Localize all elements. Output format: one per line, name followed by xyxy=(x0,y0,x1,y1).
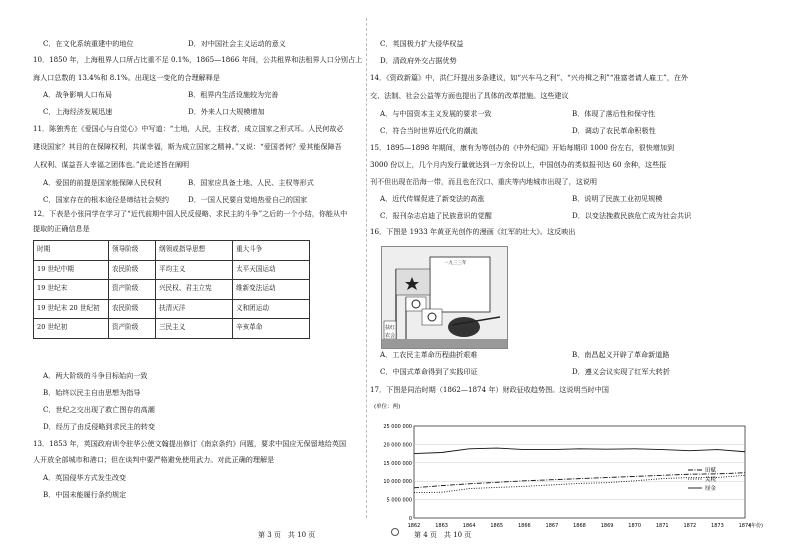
table-cell: 太平天国运动 xyxy=(233,260,310,280)
right-line: 15．1895—1898 年期间，康有为等创办的《中外纪闻》开始每期印 1000 份左右，很快增加到 xyxy=(370,143,675,152)
table-cell: 兴民权、君主立宪 xyxy=(156,280,233,300)
table-cell: 19 世纪中期 xyxy=(34,260,109,280)
table-cell: 19 世纪末 xyxy=(34,280,109,300)
table-cell: 时期 xyxy=(34,241,109,261)
x-tick-label: 1870 xyxy=(628,523,642,528)
table-header-row xyxy=(34,241,310,261)
right-line: 交、法制、社会公益等方面也提出了具体的改革措施。这些建议 xyxy=(370,91,569,100)
left-line: D．经历了由反侵略到求民主的转变 xyxy=(43,422,156,431)
legend-label: 关税 xyxy=(705,477,717,483)
table-cell: 三民主义 xyxy=(156,319,233,339)
table-cell: 重大斗争 xyxy=(233,241,310,261)
table-cell: 20 世纪初 xyxy=(34,319,109,339)
right-option: D．调动了农民革命积极性 xyxy=(572,126,656,135)
right-option: D．遵义会议实现了红军大转折 xyxy=(572,367,670,376)
left-line: 10．1850 年，上海租界人口所占比重不足 0.1%，1865—1866 年间，公共租界和法租界人口分别占上 xyxy=(33,55,363,64)
right-line: C．中国式革命得到了实践印证 xyxy=(380,367,478,376)
left-line: B．中国未能履行条约规定 xyxy=(43,490,127,499)
x-tick-label: 1865 xyxy=(490,523,504,528)
column-divider xyxy=(366,18,367,518)
left-line: A．爱国的前提是国家能保障人民权利 xyxy=(43,178,162,187)
chart-unit-label: (单位：两) xyxy=(374,404,401,410)
right-line: 刊不但出现在沿海一带，而且也在汉口、重庆等内地城市出现了，这说明 xyxy=(370,177,597,186)
right-line: A．工农民主革命历程曲折艰难 xyxy=(380,350,478,359)
y-tick-label: 25 000 000 xyxy=(383,424,412,430)
table-cell: 农民阶级 xyxy=(109,260,156,280)
right-line: 17．下图是同治时期（1862—1874 年）财政征收趋势图。这说明当时中国 xyxy=(370,385,609,394)
left-line: C．国家存在的根本途径是缔结社会契约 xyxy=(43,195,170,204)
series-line-厘金 xyxy=(414,448,745,454)
plot-area xyxy=(414,426,745,518)
table-row xyxy=(34,260,310,280)
q12-table xyxy=(33,240,310,339)
right-line: 14．《资政新篇》中，洪仁玕提出多条建议，如“兴车马之利”、“兴舟楫之利”“准富者请人雇工”，在外 xyxy=(370,73,689,82)
right-line: C．符合当时世界近代化的潮流 xyxy=(380,126,478,135)
right-option: B．南昌起义开辟了革命新道路 xyxy=(572,350,670,359)
left-line: A．两大阶级的斗争目标始向一致 xyxy=(43,371,148,380)
cartoon-flag-text: 扶红 xyxy=(385,325,396,331)
table-cell: 维新变法运动 xyxy=(233,280,310,300)
finance-chart xyxy=(370,398,765,528)
left-option: D．对中国社会主义运动的意义 xyxy=(188,39,286,48)
y-tick-label: 0 xyxy=(408,516,412,522)
y-tick-label: 5 000 000 xyxy=(386,497,412,504)
legend-label: 田赋 xyxy=(705,468,717,474)
right-line: C．英国极力扩大侵华权益 xyxy=(380,39,464,48)
right-line: D．清政府外交占据优势 xyxy=(380,56,457,65)
left-line: 提取的正确信息是 xyxy=(33,224,90,233)
legend-label: 厘金 xyxy=(705,486,717,492)
left-line: 建设国家？其目的在保障权利，共谋幸福，斯为成立国家之精神。”又说：“爱国者何？爱其能保障吾 xyxy=(33,142,342,151)
table-row xyxy=(34,299,310,319)
left-line: C．在文化系统重建中的地位 xyxy=(43,39,134,48)
table-row xyxy=(34,280,310,300)
left-option: B．国家应具备土地、人民、主权等形式 xyxy=(188,178,314,187)
cartoon-box-text: 农会 xyxy=(385,333,396,339)
cartoon-caption: 一九三三年 xyxy=(444,261,467,266)
left-line: 12．下表是小张同学在学习了“近代前期中国人民反侵略、求民主的斗争”之后的一个小结，你能从中 xyxy=(33,209,348,218)
footer-left: 第 3 页 共 10 页 xyxy=(258,531,316,539)
right-option: D．以变法挽救民族危亡成为社会共识 xyxy=(572,211,692,220)
x-tick-label: 1874 xyxy=(738,523,752,528)
table-cell: 19 世纪末 20 世纪初 xyxy=(34,299,109,319)
left-line: A．战争影响人口布局 xyxy=(43,90,112,99)
table-cell: 义和团运动 xyxy=(233,299,310,319)
right-option: B．体现了落后性和保守性 xyxy=(572,109,656,118)
cartoon-image xyxy=(381,246,508,349)
left-line: 11．陈独秀在《爱国心与自觉心》中写道：“土地，人民，主权者，成立国家之形式耳。人民何故必 xyxy=(33,124,344,133)
table-cell: 农民阶级 xyxy=(109,299,156,319)
left-line: 海人口总数的 13.4%和 8.1%。出现这一变化的合理解释是 xyxy=(33,73,220,82)
table-row xyxy=(34,319,310,339)
center-circle-icon xyxy=(391,528,399,536)
x-tick-label: 1869 xyxy=(600,523,614,528)
left-option: D．外来人口大规模增加 xyxy=(188,107,265,116)
right-line: A．与中国资本主义发展的要求一致 xyxy=(380,109,492,118)
left-line: 人开放全部城市和港口；但在谈判中要严格避免使用武力。对此正确的理解是 xyxy=(33,455,275,464)
y-tick-label: 10 000 000 xyxy=(383,479,412,486)
x-tick-label: 1868 xyxy=(573,523,586,528)
x-tick-label: 1871 xyxy=(655,523,669,528)
table-cell: 扶清灭洋 xyxy=(156,299,233,319)
left-option: B．租界内生活设施较为完善 xyxy=(188,90,279,99)
x-tick-label: 1864 xyxy=(462,523,476,528)
footer-right: 第 4 页 共 10 页 xyxy=(414,531,472,539)
x-tick-label: 1873 xyxy=(711,523,724,528)
left-line: B．始终以民主自由思想为指导 xyxy=(43,388,141,397)
left-line: 人权利、谋益吾人幸福之团体也。”此论述旨在阐明 xyxy=(33,160,190,169)
x-tick-label: 1867 xyxy=(545,523,559,528)
right-line: A．近代传媒促进了新变法的高涨 xyxy=(380,194,485,203)
table-cell: 领导阶级 xyxy=(109,241,156,261)
x-tick-label: 1863 xyxy=(435,523,448,528)
right-line: 3000 份以上，几个月内发行量就达到一万余份以上，中国创办的类似报刊达 60 余种，这些报 xyxy=(370,160,667,169)
table-cell: 资产阶级 xyxy=(109,280,156,300)
left-line: 13．1853 年，英国政府训令驻华公使文翰提出修订《南京条约》问题，要求中国应无保留地给英国 xyxy=(33,439,347,448)
left-line: A．英国侵华方式发生改变 xyxy=(43,473,127,482)
table-cell: 平均主义 xyxy=(156,260,233,280)
x-axis-suffix: (年份) xyxy=(749,523,763,528)
y-tick-label: 20 000 000 xyxy=(383,442,412,449)
x-tick-label: 1866 xyxy=(517,523,531,528)
x-tick-label: 1862 xyxy=(407,523,421,528)
left-option: D．一国人民要自觉地热爱自己的国家 xyxy=(188,195,308,204)
x-tick-label: 1872 xyxy=(683,523,697,528)
right-line: C．报刊杂志启迪了民族意识的觉醒 xyxy=(380,211,492,220)
table-cell: 资产阶级 xyxy=(109,319,156,339)
series-line-田赋 xyxy=(414,473,745,488)
table-cell: 辛亥革命 xyxy=(233,319,310,339)
right-option: B．说明了民族工业初见规模 xyxy=(572,194,663,203)
right-line: 16．下图是 1933 年黄亚光创作的漫画《红军的壮大》。这反映出 xyxy=(370,227,576,236)
left-line: C．世纪之交出现了救亡图存的高潮 xyxy=(43,405,155,414)
y-tick-label: 15 000 000 xyxy=(383,460,412,467)
table-cell: 纲领或指导思想 xyxy=(156,241,233,261)
left-line: C．上海经济发展迅速 xyxy=(43,107,113,116)
